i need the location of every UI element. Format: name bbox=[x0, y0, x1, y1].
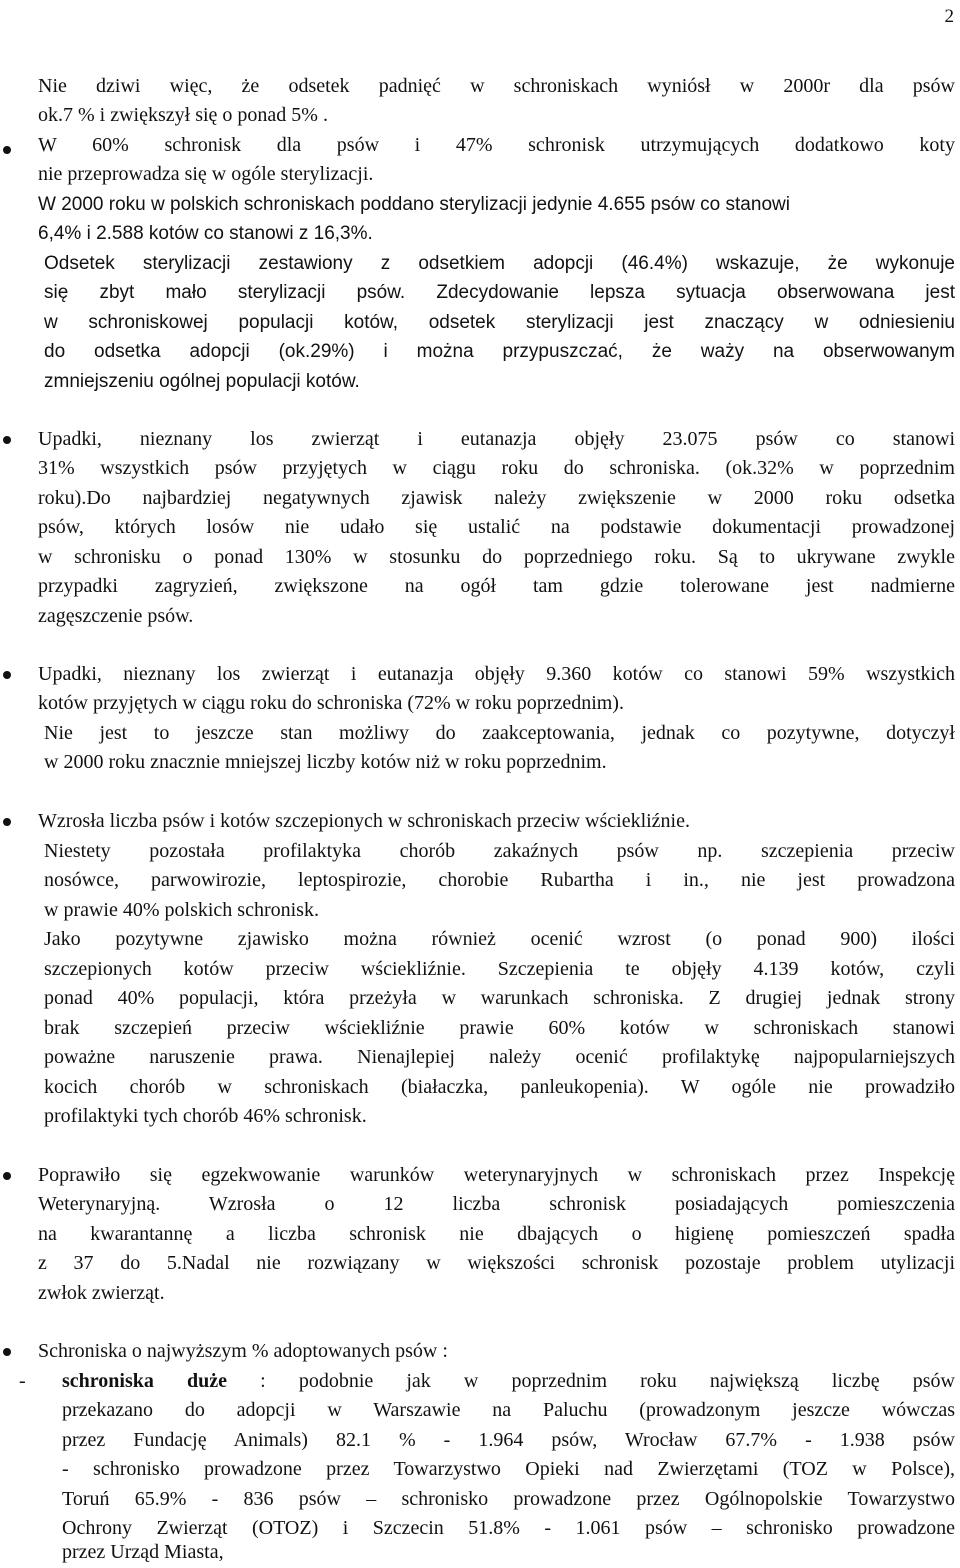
text-line: ok.7 % i zwiększył się o ponad 5% . bbox=[38, 104, 328, 126]
text-line: - schronisko prowadzone przez Towarzystwo Opieki nad Zwierzętami (TOZ w Polsce), bbox=[62, 1458, 955, 1480]
text-line: w 2000 roku znacznie mniejszej liczby kotów niż w roku poprzednim. bbox=[44, 751, 607, 773]
text-line: Upadki, nieznany los zwierząt i eutanazja objęły 9.360 kotów co stanowi 59% wszystkich bbox=[38, 663, 955, 685]
text-line: profilaktyki tych chorób 46% schronisk. bbox=[44, 1105, 367, 1127]
text-line: Weterynaryjną. Wzrosła o 12 liczba schronisk posiadających pomieszczenia bbox=[38, 1193, 955, 1215]
bullet-icon bbox=[3, 1172, 11, 1180]
text-line: ponad 40% populacji, która przeżyła w warunkach schroniska. Z drugiej jednak strony bbox=[44, 987, 955, 1009]
text-span: : podobnie jak w poprzednim roku największą liczbę psów bbox=[227, 1370, 955, 1392]
text-line bbox=[62, 1367, 955, 1396]
list-dash: - bbox=[19, 1370, 26, 1392]
text-line: przez Urząd Miasta, bbox=[62, 1541, 224, 1563]
text-line: w schronisku o ponad 130% w stosunku do poprzedniego roku. Są to ukrywane zwykle bbox=[38, 546, 955, 568]
page-number: 2 bbox=[944, 6, 954, 27]
text-line: kocich chorób w schroniskach (białaczka, panleukopenia). W ogóle nie prowadziło bbox=[44, 1076, 955, 1098]
text-line: zwłok zwierząt. bbox=[38, 1282, 165, 1304]
bullet-icon bbox=[3, 436, 11, 444]
text-line: W 60% schronisk dla psów i 47% schronisk utrzymujących dodatkowo koty bbox=[38, 134, 955, 156]
text-line: Poprawiło się egzekwowanie warunków weterynaryjnych w schroniskach przez Inspekcję bbox=[38, 1164, 955, 1186]
bullet-icon bbox=[3, 818, 11, 826]
text-line: 6,4% i 2.588 kotów co stanowi z 16,3%. bbox=[38, 223, 373, 244]
text-line: roku).Do najbardziej negatywnych zjawisk należy zwiększenie w 2000 roku odsetka bbox=[38, 487, 955, 509]
text-line: nie przeprowadza się w ogóle sterylizacji. bbox=[38, 163, 374, 185]
bold-term: schroniska duże bbox=[62, 1370, 228, 1392]
text-line: psów, których losów nie udało się ustalić na podstawie dokumentacji prowadzonej bbox=[38, 516, 955, 538]
text-line: Odsetek sterylizacji zestawiony z odsetkiem adopcji (46.4%) wskazuje, że wykonuje bbox=[44, 253, 955, 274]
text-line: z 37 do 5.Nadal nie rozwiązany w większości schronisk pozostaje problem utylizacji bbox=[38, 1252, 955, 1274]
text-line: w prawie 40% polskich schronisk. bbox=[44, 899, 319, 921]
text-line: Jako pozytywne zjawisko można również ocenić wzrost (o ponad 900) ilości bbox=[44, 928, 955, 950]
text-line: zmniejszeniu ogólnej populacji kotów. bbox=[44, 371, 360, 392]
text-line: Upadki, nieznany los zwierząt i eutanazja objęły 23.075 psów co stanowi bbox=[38, 428, 955, 450]
text-line: szczepionych kotów przeciw wściekliźnie. Szczepienia te objęły 4.139 kotów, czyli bbox=[44, 958, 955, 980]
text-line: 31% wszystkich psów przyjętych w ciągu roku do schroniska. (ok.32% w poprzednim bbox=[38, 457, 955, 479]
text-line: zagęszczenie psów. bbox=[38, 605, 194, 627]
text-line: przypadki zagryzień, zwiększone na ogół tam gdzie tolerowane jest nadmierne bbox=[38, 575, 955, 597]
text-line: Wzrosła liczba psów i kotów szczepionych w schroniskach przeciw wściekliźnie. bbox=[38, 810, 690, 832]
text-line: Ochrony Zwierząt (OTOZ) i Szczecin 51.8% - 1.061 psów – schronisko prowadzone bbox=[62, 1517, 955, 1539]
bullet-icon bbox=[3, 146, 11, 154]
text-line: brak szczepień przeciw wściekliźnie prawie 60% kotów w schroniskach stanowi bbox=[44, 1017, 955, 1039]
text-line: Schroniska o najwyższym % adoptowanych psów : bbox=[38, 1340, 448, 1362]
text-line: na kwarantannę a liczba schronisk nie dbających o higienę pomieszczeń spadła bbox=[38, 1223, 955, 1245]
bullet-icon bbox=[3, 1348, 11, 1356]
bullet-icon bbox=[3, 671, 11, 679]
text-line: przez Fundację Animals) 82.1 % - 1.964 psów, Wrocław 67.7% - 1.938 psów bbox=[62, 1429, 955, 1451]
text-line: poważne naruszenie prawa. Nienajlepiej należy ocenić profilaktykę najpopularniejszych bbox=[44, 1046, 955, 1068]
text-line: kotów przyjętych w ciągu roku do schroniska (72% w roku poprzednim). bbox=[38, 692, 624, 714]
text-line: nosówce, parwowirozie, leptospirozie, chorobie Rubartha i in., nie jest prowadzona bbox=[44, 869, 955, 891]
text-line: do odsetka adopcji (ok.29%) i można przypuszczać, że waży na obserwowanym bbox=[44, 341, 955, 362]
text-line: Toruń 65.9% - 836 psów – schronisko prowadzone przez Ogólnopolskie Towarzystwo bbox=[62, 1488, 955, 1510]
text-line: W 2000 roku w polskich schroniskach poddano sterylizacji jedynie 4.655 psów co stanowi bbox=[38, 194, 790, 215]
text-line: się zbyt mało sterylizacji psów. Zdecydowanie lepsza sytuacja obserwowana jest bbox=[44, 282, 955, 303]
text-line: w schroniskowej populacji kotów, odsetek sterylizacji jest znaczący w odniesieniu bbox=[44, 312, 955, 333]
text-line: przekazano do adopcji w Warszawie na Paluchu (prowadzonym jeszcze wówczas bbox=[62, 1399, 955, 1421]
text-line: Nie dziwi więc, że odsetek padnięć w schroniskach wyniósł w 2000r dla psów bbox=[38, 75, 955, 97]
text-line: Niestety pozostała profilaktyka chorób zakaźnych psów np. szczepienia przeciw bbox=[44, 840, 955, 862]
text-line: Nie jest to jeszcze stan możliwy do zaakceptowania, jednak co pozytywne, dotyczył bbox=[44, 722, 955, 744]
